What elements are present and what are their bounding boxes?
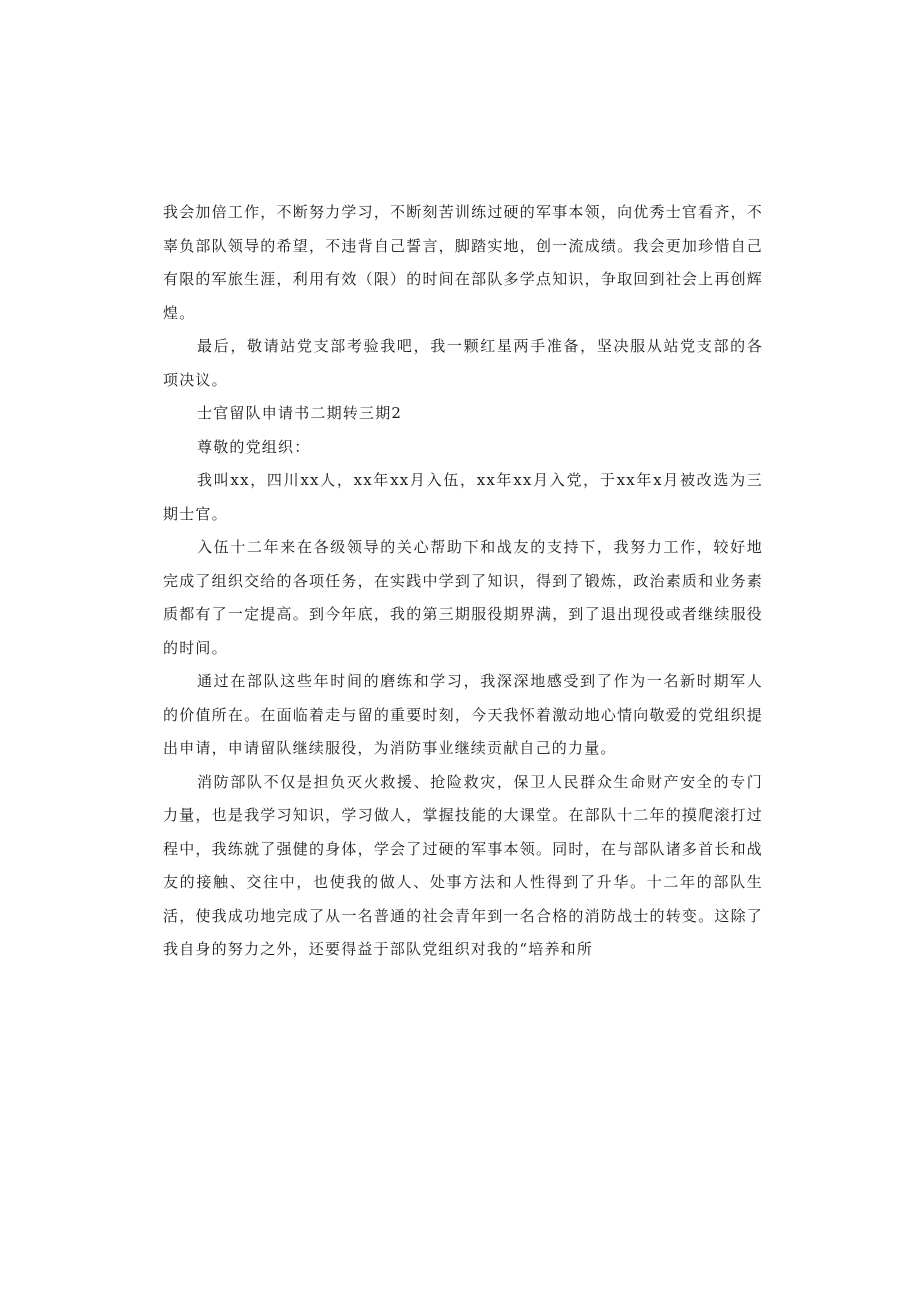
- paragraph-application: 通过在部队这些年时间的磨练和学习，我深深地感受到了作为一名新时期军人的价值所在。在面临着走与留的重要时刻，今天我怀着激动地心情向敬爱的党组织提出申请，申请留队继续服役，为消防事业继续贡献自己的力量。: [163, 672, 763, 757]
- section-heading: 士官留队申请书二期转三期2: [197, 404, 403, 422]
- paragraph-closing-pledge: 我会加倍工作，不断努力学习，不断刻苦训练过硬的军事本领，向优秀士官看齐，不辜负部队领导的希望，不违背自己誓言，脚踏实地，创一流成绩。我会更加珍惜自己有限的军旅生涯，利用有效（限）的时间在部队多学点知识，争取回到社会上再创辉煌。: [163, 203, 763, 322]
- salutation: 尊敬的党组织：: [197, 437, 311, 456]
- paragraph-fire-service: 消防部队不仅是担负灭火救援、抢险救灾，保卫人民群众生命财产安全的专门力量，也是我学习知识，学习做人，掌握技能的大课堂。在部队十二年的摸爬滚打过程中，我练就了强健的身体，学会了过硬的军事本领。同时，在与部队诸多首长和战友的接触、交往中，也使我的做人、处事方法和人性得到了升华。十二年的部队生活，使我成功地完成了从一名普通的社会青年到一名合格的消防战士的转变。这除了我自身的努力之外，还要得益于部队党组织对我的“培养和所: [163, 772, 763, 958]
- paragraph-service-summary: 入伍十二年来在各级领导的关心帮助下和战友的支持下，我努力工作，较好地完成了组织交给的各项任务，在实践中学到了知识，得到了锻炼，政治素质和业务素质都有了一定提高。到今年底，我的第三期服役期界满，到了退出现役或者继续服役的时间。: [163, 538, 763, 657]
- document-body: [163, 196, 763, 967]
- paragraph-self-intro: 我叫xx，四川xx人，xx年xx月入伍，xx年xx月入党，于xx年x月被改选为三期士官。: [163, 471, 763, 523]
- paragraph-final-request: 最后，敬请站党支部考验我吧，我一颗红星两手准备，坚决服从站党支部的各项决议。: [163, 337, 763, 389]
